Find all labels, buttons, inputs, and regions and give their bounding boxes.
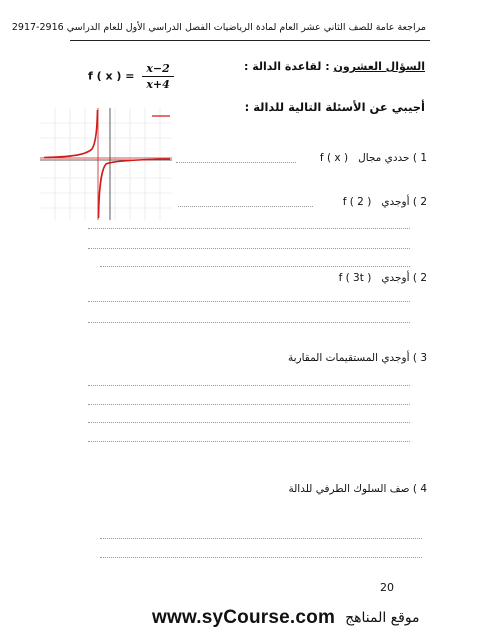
footer-site[interactable]: www.syCourse.com bbox=[152, 607, 336, 628]
answer-line bbox=[88, 441, 410, 442]
item-4-number: 4 ) bbox=[412, 483, 427, 495]
function-graph bbox=[40, 108, 172, 220]
item-2b bbox=[339, 272, 427, 284]
item-2b-expr: f ( 3t ) bbox=[338, 272, 372, 284]
fraction-denominator: x+4 bbox=[146, 78, 170, 91]
item-2-number: 2 ) bbox=[412, 196, 427, 208]
item-1-number: 1 ) bbox=[412, 152, 427, 164]
question-title bbox=[244, 60, 425, 73]
item-4 bbox=[288, 483, 427, 495]
answer-line bbox=[88, 228, 410, 229]
answer-line bbox=[88, 248, 410, 249]
item-4-text: صف السلوك الطرفي للدالة bbox=[288, 483, 410, 495]
answer-line bbox=[100, 557, 422, 558]
answer-line bbox=[178, 206, 313, 207]
function-lhs: f ( x ) = bbox=[88, 69, 135, 83]
item-3 bbox=[288, 352, 427, 364]
item-2b-number: 2 ) bbox=[412, 272, 427, 284]
instruction-text: أجيبي عن الأسئلة التالية للدالة : bbox=[244, 100, 425, 114]
answer-line bbox=[88, 404, 410, 405]
page-header: مراجعة عامة للصف الثاني عشر العام لمادة الرياضيات الفصل الدراسي الأول للعام الدراسي 2916-2917 bbox=[11, 22, 426, 33]
header-rule bbox=[70, 40, 430, 41]
answer-line bbox=[88, 385, 410, 386]
function-formula bbox=[88, 62, 174, 91]
answer-line bbox=[100, 266, 410, 267]
footer bbox=[152, 605, 432, 631]
question-title-rest: : لقاعدة الدالة : bbox=[244, 60, 334, 73]
item-2b-text: أوجدي bbox=[381, 272, 410, 284]
answer-line bbox=[100, 538, 422, 539]
item-2-expr: f ( 2 ) bbox=[342, 196, 372, 208]
answer-line bbox=[88, 322, 410, 323]
answer-line bbox=[88, 422, 410, 423]
fraction-numerator: x−2 bbox=[142, 62, 173, 77]
answer-line bbox=[176, 162, 296, 163]
item-1-expr: f ( x ) bbox=[319, 152, 349, 164]
page-number: 20 bbox=[380, 581, 394, 594]
footer-arabic: موقع المناهج bbox=[345, 610, 420, 626]
item-3-number: 3 ) bbox=[412, 352, 427, 364]
item-2-text: أوجدي bbox=[381, 196, 410, 208]
question-title-label: السؤال العشرون bbox=[333, 60, 425, 73]
item-2 bbox=[343, 196, 427, 208]
item-1 bbox=[320, 152, 427, 164]
curve-right-branch bbox=[99, 159, 171, 218]
answer-line bbox=[88, 301, 410, 302]
curve-left-branch bbox=[44, 110, 98, 158]
function-fraction bbox=[142, 62, 173, 91]
item-1-text: حددي مجال bbox=[358, 152, 410, 164]
item-3-text: أوجدي المستقيمات المقاربة bbox=[287, 352, 410, 364]
